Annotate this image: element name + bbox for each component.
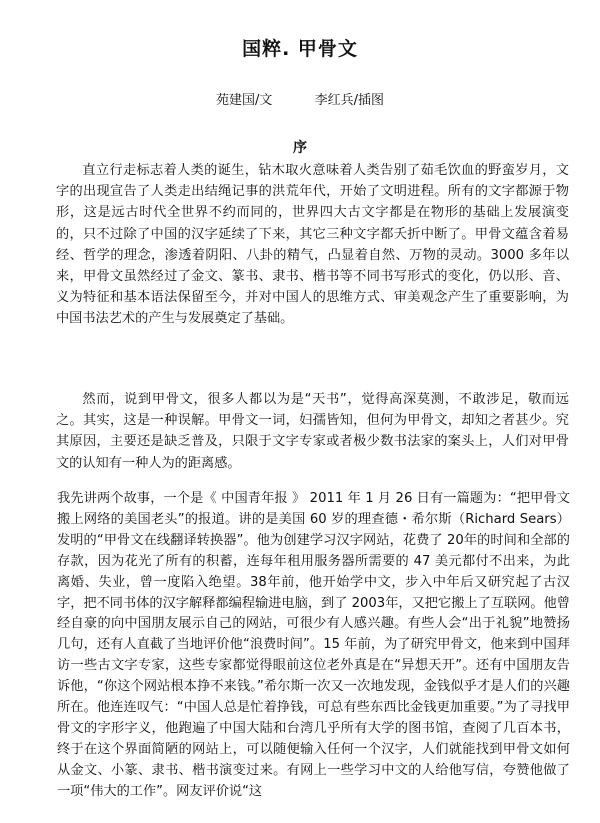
section-heading: 序	[293, 140, 307, 156]
byline	[0, 89, 600, 108]
paragraph-1: 直立行走标志着人类的诞生，钻木取火意味着人类告别了茹毛饮血的野蛮岁月，文字的出现宣告了人类走出结绳记事的洪荒年代，开始了文明进程。所有的文字都源于物形，这是远古时代全世界不约而同的，世界四大古文字都是在物形的基础上发展演变的，只不过除了中国的汉字延续了下来，其它三种文字都夭折中断了。甲骨文蕴含着易经、哲学的理念，渗透着阴阳、八卦的精气，凸显着自然、万物的灵动。3000 多年以来，甲骨文虽然经过了金文、篆书、隶书、楷书等不同书写形式的变化，仍以形、音、义为特征和基本语法保留至今，并对中国人的思维方式、审美观念产生了重要影响，为中国书法艺术的产生与发展奠定了基础。	[56, 163, 569, 327]
article-title: 国粹. 甲骨文	[242, 38, 358, 60]
author-credit: 苑建国/文	[216, 93, 273, 108]
paragraph-3: 我先讲两个故事，一个是《 中国青年报 》 2011 年 1 月 26 日有一篇题为：“把甲骨文搬上网络的美国老头”的报道。讲的是美国 60 岁的理查德・希尔斯（Richard Sears）发明的“甲骨文在线翻译转换器”。他为创建学习汉字网站，花费了 20年的时间和全部的存款，因为花光了所有的积蓄，连每年租用服务器所需要的 47 美元都付不出来，为此离婚、失业，曾一度陷入绝望。38年前，他开始学中文，步入中年后又研究起了古汉字，把不同书体的汉字解释都编程输进电脑，到了 2003年，又把它搬上了互联网。他曾经自豪的向中国朋友展示自己的网站，可很少有人感兴趣。有些人会“出于礼貌”地赞扬几句，还有人直截了当地评价他“浪费时间”。15 年前，为了研究甲骨文，他来到中国拜访一些古文字专家，这些专家都觉得眼前这位老外真是在“异想天开”。还有中国朋友告诉他，“你这个网站根本挣不来钱。”希尔斯一次又一次地发现，金钱似乎才是人们的兴趣所在。他连连叹气：“中国人总是忙着挣钱，可总有些东西比金钱更加重要。”为了寻找甲骨文的字形字义，他跑遍了中国大陆和台湾几乎所有大学的图书馆，查阅了几百本书，终于在这个界面简陋的网站上，可以随便输入任何一个汉字，人们就能找到甲骨文如何从金文、小篆、隶书、楷书演变过来。有网上一些学习中文的人给他写信，夸赞他做了一项“伟大的工作”。网友评价说“这	[57, 491, 570, 799]
paragraph-2: 然而，说到甲骨文，很多人都以为是“天书”，觉得高深莫测，不敢涉足，敬而远之。其实，这是一种误解。甲骨文一词，妇孺皆知，但何为甲骨文，却知之者甚少。究其原因，主要还是缺乏普及，只限于文字专家或者极少数书法家的案头上，人们对甲骨文的认知有一种人为的距离感。	[56, 392, 569, 471]
illustrator-credit: 李红兵/插图	[314, 93, 384, 108]
